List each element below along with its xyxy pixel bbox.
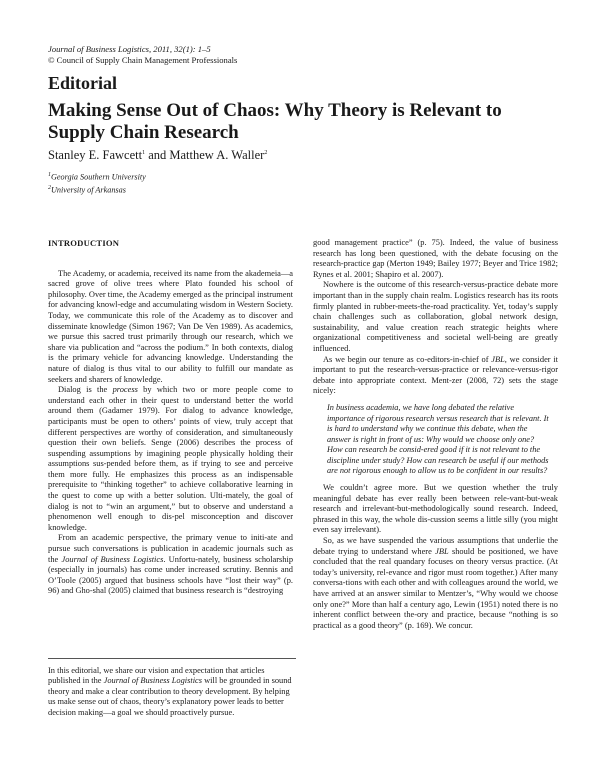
- intro-p2-emphasis: process: [112, 385, 138, 395]
- author-2-sup: 2: [264, 149, 268, 156]
- callout-divider: [48, 658, 296, 659]
- right-paragraph-3: [313, 355, 558, 397]
- intro-paragraph-2: [48, 385, 293, 533]
- right-paragraph-1: good management practice” (p. 75). Indeed, the value of business research has long been questioned, with the debate focusing on the research-practice gap (Merton 1949; Bailey 1977; Beyer and Trice 1982; Rynes et al. 2001; Shapiro et al. 2007).: [313, 238, 558, 279]
- intro-paragraph-1: The Academy, or academia, received its name from the akademeia—a sacred grove of olive trees where Plato founded his school of philosophy. Over time, the Academy emerged as the principal instrument for advancing knowl-edge and accumulating wisdom in Western Society. Today, we communicate this role of the Academy as to discover and disseminate knowledge (Simon 1967; Van De Ven 1989). As academics, we pursue this sacred trust primarily through our research, which we share via publication and “across the podium.” In both contexts, dialog is the primary vehicle for advancing knowledge. Understanding the nature of dialog is thus vital to our ability to fulfill our mandate as seekers and sharers of knowledge.: [48, 268, 293, 384]
- intro-p2-text-a: Dialog is the: [58, 385, 113, 395]
- author-1-sup: 1: [142, 149, 146, 156]
- affiliations: [48, 170, 146, 195]
- affiliation-1-name: Georgia Southern University: [51, 172, 146, 182]
- section-heading-introduction: INTRODUCTION: [48, 238, 120, 248]
- intro-p3-emphasis: Journal of Business Logistics: [61, 554, 164, 564]
- right-paragraph-4: We couldn’t agree more. But we question whether the truly meaningful debate has ever really been between rele-vant-but-weak research and irrelevant-but-methodologically sound research. Indeed, phrased in this way, the whole dis-cussion seems a little silly (you might even say irrelevant).: [313, 483, 558, 535]
- affiliation-2-sup: 2: [48, 184, 51, 191]
- journal-citation: [48, 44, 237, 66]
- affiliation-1-sup: 1: [48, 172, 51, 178]
- callout-text-a: In this editorial, we share our vision and expectation that articles published in the: [48, 666, 265, 686]
- callout-emphasis: Journal of Business Logistics: [103, 676, 203, 686]
- journal-line-1: Journal of Business Logistics, 2011, 32(1): 1–5: [48, 44, 211, 54]
- editorial-callout: [48, 666, 296, 718]
- journal-line-2: © Council of Supply Chain Management Professionals: [48, 55, 238, 65]
- right-p3-emphasis: JBL: [491, 354, 505, 364]
- affiliation-1: [48, 170, 146, 183]
- author-line: [48, 148, 267, 163]
- author-1: Stanley E. Fawcett: [48, 148, 143, 162]
- affiliation-2-name: University of Arkansas: [51, 185, 126, 195]
- author-connector: and: [145, 148, 170, 162]
- right-column: [313, 238, 558, 631]
- right-paragraph-2: Nowhere is the outcome of this research-versus-practice debate more important than in the supply chain realm. Logistics research has its roots firmly planted in rubber-meets-the-road practicality. Yet, today’s supply chain challenges such as collaboration, global network design, sustainability, and value creation reach strategic heights where organizational competitiveness and societal well-being are greatly influenced.: [313, 280, 558, 353]
- right-p5-emphasis: JBL: [435, 546, 449, 556]
- callout-text-b: will be grounded in sound theory and make a clear contribution to theory development. By helping us make sense out of chaos, theory’s explanatory power leads to better decision making—a goal we should proactively pursue.: [48, 676, 292, 717]
- right-paragraph-5: [313, 536, 558, 631]
- intro-p2-text-b: by which two or more people come to understand each other in their quest to understand better the world around them (Gadamer 1979). For dialog to advance knowledge, participants must be open to others’ points of view, truly accept that different perspectives are worthy of consideration, and simultaneously question their own beliefs. Senge (2006) describes the process of suspending assumptions by imagining people physically holding their assumptions sus-pended before them, as if trying to see and perceive them more fully. He emphasizes this process as an indispensable prerequisite to “thinking together” to achieve collaborative learning in the quest to come up with a better solution. Ulti-mately, the goal of dialog is not to “win an argument,” but to observe and understand a phenomenon well enough to dis-pel misconception and discover knowledge.: [48, 385, 293, 532]
- author-2: Matthew A. Waller: [169, 148, 265, 162]
- article-title: Making Sense Out of Chaos: Why Theory is Relevant to Supply Chain Research: [48, 100, 502, 143]
- intro-paragraph-3: [48, 533, 293, 597]
- affiliation-2: [48, 183, 146, 196]
- section-label: Editorial: [48, 73, 118, 93]
- block-quote: In business academia, we have long debated the relative importance of rigorous research versus research that is relevant. It is hard to understand why we continue this debate, when the answer is right in front of us: Why would we choose only one? How can research be consid-ered good if it is not relevant to the discipline under study? How can research be useful if our methods are not rigorous enough to allow us to be confident in our results?: [327, 402, 549, 476]
- intro-p3-text-b: . Unfortu-nately, business scholarship (especially in journals) has come under increased scrutiny. Bennis and O’Toole (2005) argued that business schools have “lost their way” (p. 96) and Gho-shal (2005) claimed that business research is “destroying: [48, 554, 294, 596]
- right-p5-text-a: So, as we have suspended the various assumptions that underlie the debate trying to understand where: [313, 536, 558, 556]
- left-column: [48, 238, 293, 597]
- right-p5-text-b: should be positioned, we have concluded that the real quandary focuses on theory versus practice. (At today’s university, rel-evance and rigor must room together.) After many conversa-tions with each other and with colleagues around the world, we have arrived at an answer similar to Mentzer’s, “Why would we choose only one?” More than half a century ago, Lewin (1951) noted there is no inherent conflict between the-ory and practice, because “nothing is so practical as a good theory” (p. 169). We concur.: [313, 546, 558, 630]
- right-p3-text-a: As we begin our tenure as co-editors-in-chief of: [323, 354, 492, 364]
- right-p3-text-b: , we consider it important to put the research-versus-practice or relevance-versus-rigor debate into appropriate context. Ment-zer (2008, 72) sets the stage nicely:: [313, 354, 559, 396]
- intro-p3-text-a: From an academic perspective, the primary venue to initi-ate and pursue such conversations is publication in academic journals such as the: [48, 533, 293, 564]
